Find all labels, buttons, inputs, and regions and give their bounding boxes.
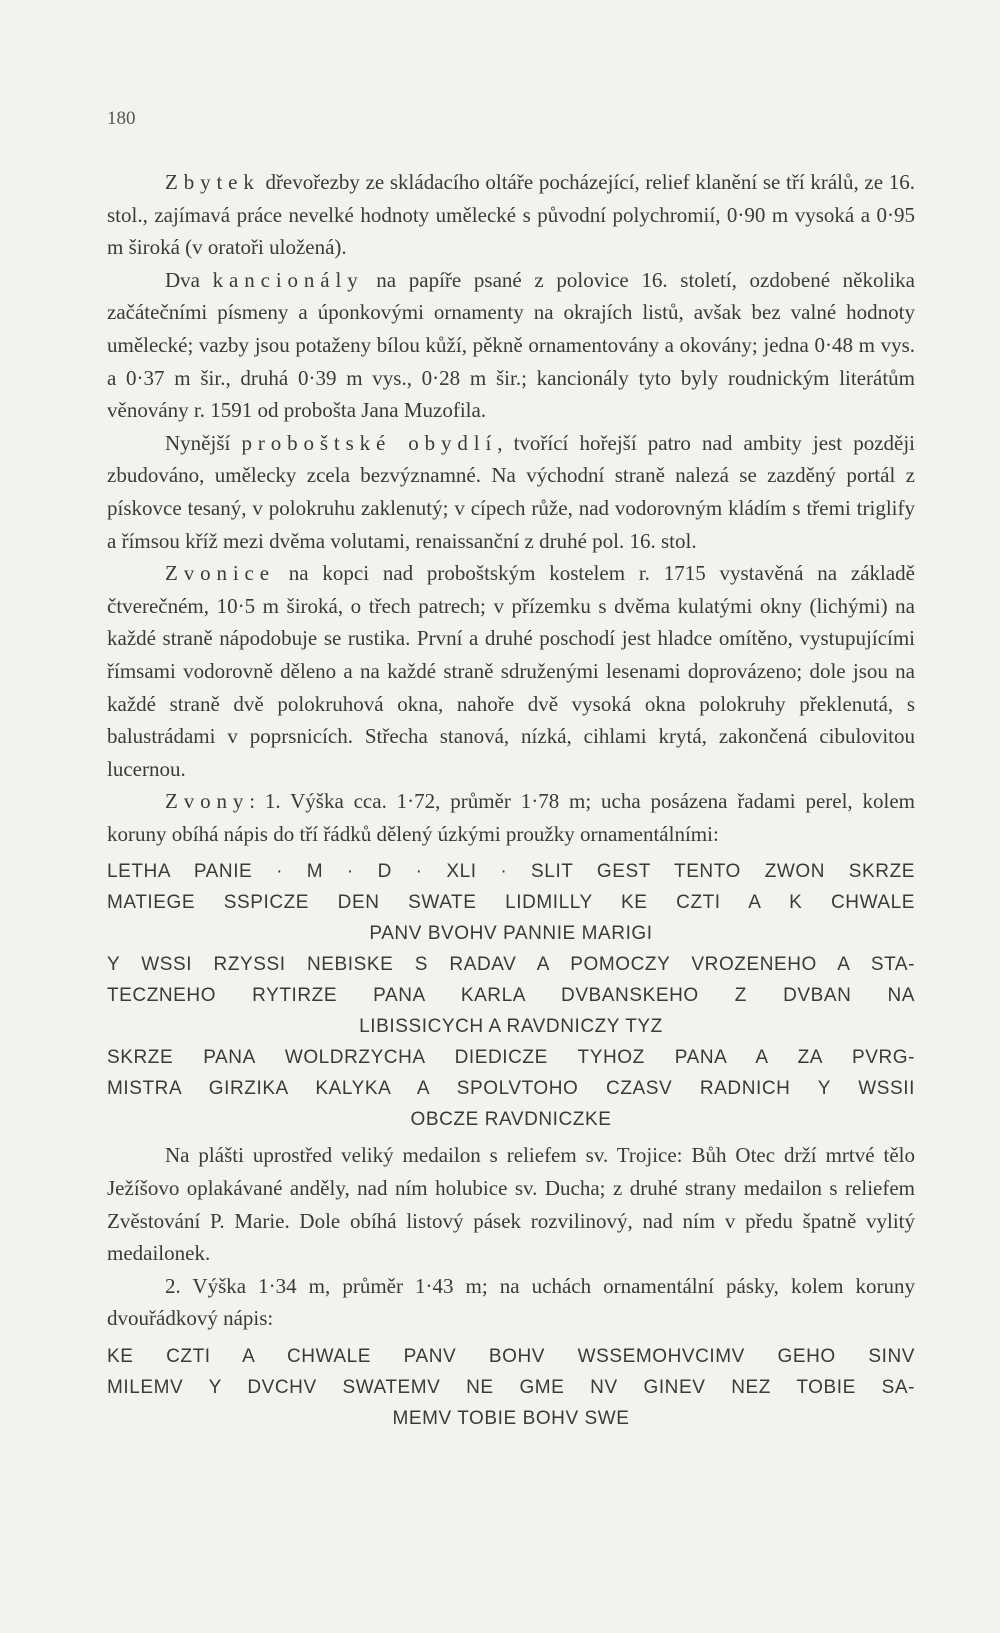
paragraph-obydli: [107, 427, 915, 557]
inscription-line: OBCZE RAVDNICZKE: [410, 1109, 612, 1131]
spaced-term: Zbytek: [165, 170, 260, 194]
paragraph-zbytek: [107, 166, 915, 264]
paragraph-zvony: [107, 785, 915, 850]
inscription-line: MATIEGE SSPICZE DEN SWATE LIDMILLY KE CZTI A K CHWALE: [107, 892, 915, 914]
inscription-line: TECZNEHO RYTIRZE PANA KARLA DVBANSKEHO Z DVBAN NA: [107, 985, 915, 1007]
inscription-line: SKRZE PANA WOLDRZYCHA DIEDICZE TYHOZ PANA A ZA PVRG-: [107, 1047, 915, 1069]
bell-inscription-2: [107, 1341, 915, 1434]
paragraph-text: : 1. Výška cca. 1·72, průměr 1·78 m; ucha posázena řadami perel, kolem koruny obíhá nápis do tří řádků dělený úzkými proužky ornamentálními:: [107, 789, 915, 846]
paragraph-lead: Nynější: [165, 430, 242, 455]
inscription-line: MISTRA GIRZIKA KALYKA A SPOLVTOHO CZASV RADNICH Y WSSII: [107, 1078, 915, 1100]
spaced-term: kancionály: [212, 267, 364, 292]
paragraph-text: na papíře psané z polovice 16. století, ozdobené několika začátečními písmeny a úponkovými ornamenty na okrajích listů, avšak bez valné hodnoty umělecké; vazby jsou potaženy bílou kůží, pěkně ornamentovány a okovány; jedna 0·48 m vys. a 0·37 m šir., druhá 0·39 m vys., 0·28 m šir.; kancionály tyto byly roudnickým literátům věnovány r. 1591 od probošta Jana Muzofila.: [107, 267, 915, 423]
inscription-line: KE CZTI A CHWALE PANV BOHV WSSEMOHVCIMV GEHO SINV: [107, 1346, 915, 1368]
spaced-term: Zvony: [165, 789, 250, 814]
bell-inscription-1: [107, 856, 915, 1135]
paragraph-kancionaly: [107, 264, 915, 427]
inscription-line: Y WSSI RZYSSI NEBISKE S RADAV A POMOCZY VROZENEHO A STA-: [107, 954, 915, 976]
inscription-line: MILEMV Y DVCHV SWATEMV NE GME NV GINEV NEZ TOBIE SA-: [107, 1377, 915, 1399]
inscription-line: PANV BVOHV PANNIE MARIGI: [369, 923, 653, 945]
spaced-term: proboštské obydlí: [241, 430, 498, 455]
page-number: 180: [107, 108, 136, 129]
paragraph-zvonice: [107, 557, 915, 785]
paragraph-medailon: Na plášti uprostřed veliký medailon s reliefem sv. Trojice: Bůh Otec drží mrtvé tělo Ježíšovo oplakávané anděly, nad ním holubice sv. Ducha; z druhé strany medailon s reliefem Zvěstování P. Marie. Dole obíhá listový pásek rozvilinový, nad ním v předu špatně vylitý medailonek.: [107, 1143, 915, 1266]
inscription-line: LIBISSICYCH A RAVDNICZY TYZ: [359, 1016, 663, 1038]
inscription-line: LETHA PANIE · M · D · XLI · SLIT GEST TENTO ZWON SKRZE: [107, 861, 915, 883]
paragraph-lead: Dva: [165, 267, 213, 292]
paragraph-bell-2: 2. Výška 1·34 m, průměr 1·43 m; na uchách ornamentální pásky, kolem koruny dvouřádkový nápis:: [107, 1273, 915, 1331]
paragraph-text: , tvořící hořejší patro nad ambity jest později zbudováno, umělecky zcela bezvýznamné. Na východní straně nalezá se zazděný portál z pískovce tesaný, v polokruhu zaklenutý; v cípech růže, nad vodorovným kládím s třemi triglify a římsou kříž mezi dvěma volutami, renaissanční z druhé pol. 16. stol.: [107, 430, 916, 553]
body-text: [107, 166, 915, 1438]
paragraph-text: na kopci nad proboštským kostelem r. 1715 vystavěná na základě čtverečném, 10·5 m široká, o třech patrech; v přízemku s dvěma kulatými okny (lichými) na každé straně nápodobuje se rustika. První a druhé poschodí jest hladce omítěno, vystupujícími římsami vodorovně děleno a na každé straně sdruženými lesenami doprovázeno; dole jsou na každé straně dvě polokruhová okna, nahoře dvě vysoká okna polokruhy překlenutá, s balustrádami v poprsnicích. Střecha stanová, nízká, cihlami krytá, zakončená cibulovitou lucernou.: [107, 561, 915, 781]
paragraph-text: dřevořezby ze skládacího oltáře pocházející, relief klanění se tří králů, ze 16. stol., zajímavá práce nevelké hodnoty umělecké s původní polychromií, 0·90 m vysoká a 0·95 m široká (v oratoři uložená).: [107, 170, 915, 260]
inscription-line: MEMV TOBIE BOHV SWE: [392, 1408, 630, 1430]
spaced-term: Zvonice: [165, 561, 275, 586]
